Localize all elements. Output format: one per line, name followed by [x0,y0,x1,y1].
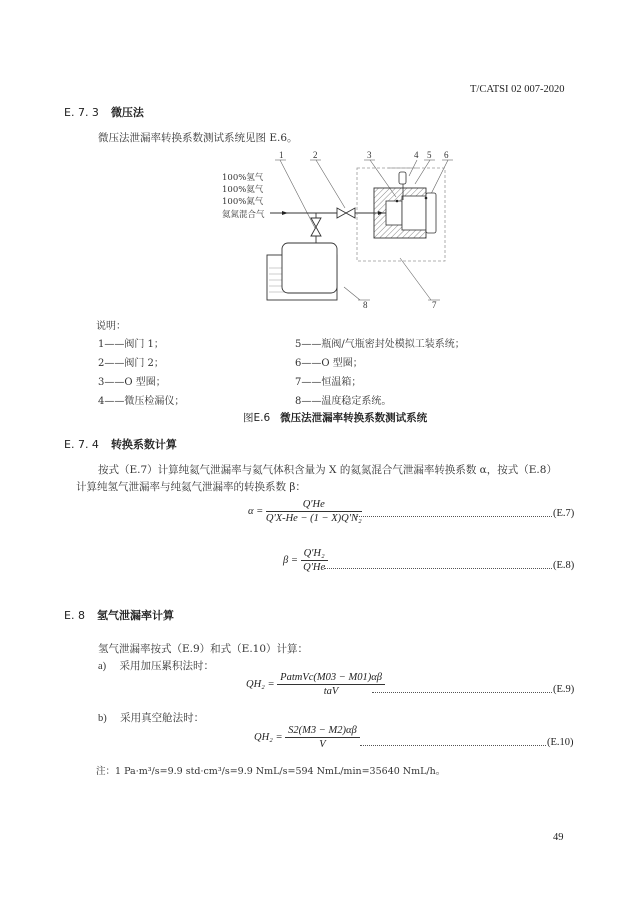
equation-denominator: taV [323,686,339,697]
equation-numerator: PatmVc(M03 − M01)αβ [277,672,385,685]
leader-dots [324,568,552,569]
equation-fraction [285,725,360,750]
equation-number: (E.7) [553,508,575,519]
equation-number: (E.10) [547,737,574,748]
section-number: E. 7. 4 [64,438,99,451]
micro-pressure-detector-icon [399,172,406,184]
legend-title: 说明： [96,321,126,332]
section-number: E. 7. 3 [64,106,99,119]
gas-label-nitrogen: 100%氮气 [222,197,264,207]
leader-dots [356,516,552,517]
equation-denominator: Q'X-He − (1 − X)Q'N₂ [265,513,362,524]
callout-7: 7 [432,300,437,310]
section-intro-e8: 氢气泄漏率按式（E.9）和式（E.10）计算： [98,643,309,655]
gas-label-mixture: 氦氮混合气 [222,210,265,220]
section-heading-e73 [64,104,144,120]
legend-item: 7——恒温箱； [295,377,362,388]
gas-cylinder [282,243,337,293]
equation-denominator: Q'He [303,562,326,573]
equation-denominator: V [319,739,326,750]
equation-fraction [301,548,328,573]
figure-e6-diagram [200,140,490,315]
o-ring-icon [425,197,428,200]
section-title: 氢气泄漏率计算 [96,609,174,622]
section-heading-e74 [64,436,177,452]
callout-5: 5 [427,150,432,160]
callout-1: 1 [279,150,284,160]
legend-item: 2——阀门 2； [98,358,164,369]
section-title: 微压法 [110,106,144,119]
figure-caption [243,410,427,425]
list-item-b [98,710,204,725]
legend-item: 6——O 型圈； [295,358,363,369]
paragraph-line: 计算纯氢气泄漏率与纯氦气泄漏率的转换系数 β： [76,481,306,493]
section-heading-e8 [64,607,174,623]
o-ring-icon [396,200,399,203]
page-number: 49 [553,832,564,843]
equation-numerator: Q'H₂ [301,548,328,561]
equation-lhs: α = [248,505,264,517]
equation-e7 [248,499,362,524]
callout-4: 4 [414,150,419,160]
gas-label-hydrogen: 100%氢气 [222,173,264,183]
cylinder-valve-nut [426,193,436,233]
section-intro-e73: 微压法泄漏率转换系数测试系统见图 E.6。 [98,132,298,144]
callout-6: 6 [444,150,449,160]
valve-1-icon [311,218,321,236]
legend-item: 1——阀门 1； [98,339,164,350]
list-marker: b) [98,713,107,724]
equation-e10 [254,725,360,750]
figure-number: 图E.6 [243,412,271,424]
equation-number: (E.8) [553,560,575,571]
leader-dots [372,692,552,693]
equation-fraction [266,499,362,524]
equation-lhs: β = [283,554,298,566]
flow-arrow-icon [282,211,288,215]
leader-dots [360,745,546,746]
equation-lhs: QH₂ = [246,678,275,690]
list-text: 采用真空舱法时： [120,712,205,724]
footnote: 注：1 Pa·m³/s=9.9 std·cm³/s=9.9 NmL/s=594 NmL/min=35640 NmL/h。 [96,766,446,777]
legend-item: 3——O 型圈； [98,377,166,388]
equation-e8 [283,548,328,573]
callout-8: 8 [363,300,368,310]
equation-fraction [277,672,385,697]
section-number: E. 8 [64,609,85,622]
equation-lhs: QH₂ = [254,731,283,743]
equation-number: (E.9) [553,684,575,695]
paragraph-line: 按式（E.7）计算纯氦气泄漏率与氦气体积含量为 X 的氦氮混合气泄漏率转换系数 α，按式（E.8） [98,464,557,476]
list-item-a [98,658,214,673]
equation-numerator: S2(M3 − M2)αβ [285,725,360,738]
callout-2: 2 [313,150,318,160]
legend-item: 5——瓶阀/气瓶密封处模拟工装系统； [295,339,465,350]
legend-item: 8——温度稳定系统。 [295,396,392,407]
section-title: 转换系数计算 [110,438,177,451]
list-text: 采用加压累积法时： [119,660,215,672]
equation-numerator: Q'He [266,499,362,512]
list-marker: a) [98,661,107,672]
gas-label-helium: 100%氦气 [222,185,264,195]
legend-item: 4——微压检漏仪； [98,396,185,407]
valve-2-icon [337,208,355,218]
callout-3: 3 [367,150,372,160]
equation-e9 [246,672,385,697]
figure-title: 微压法泄漏率转换系数测试系统 [280,412,428,424]
